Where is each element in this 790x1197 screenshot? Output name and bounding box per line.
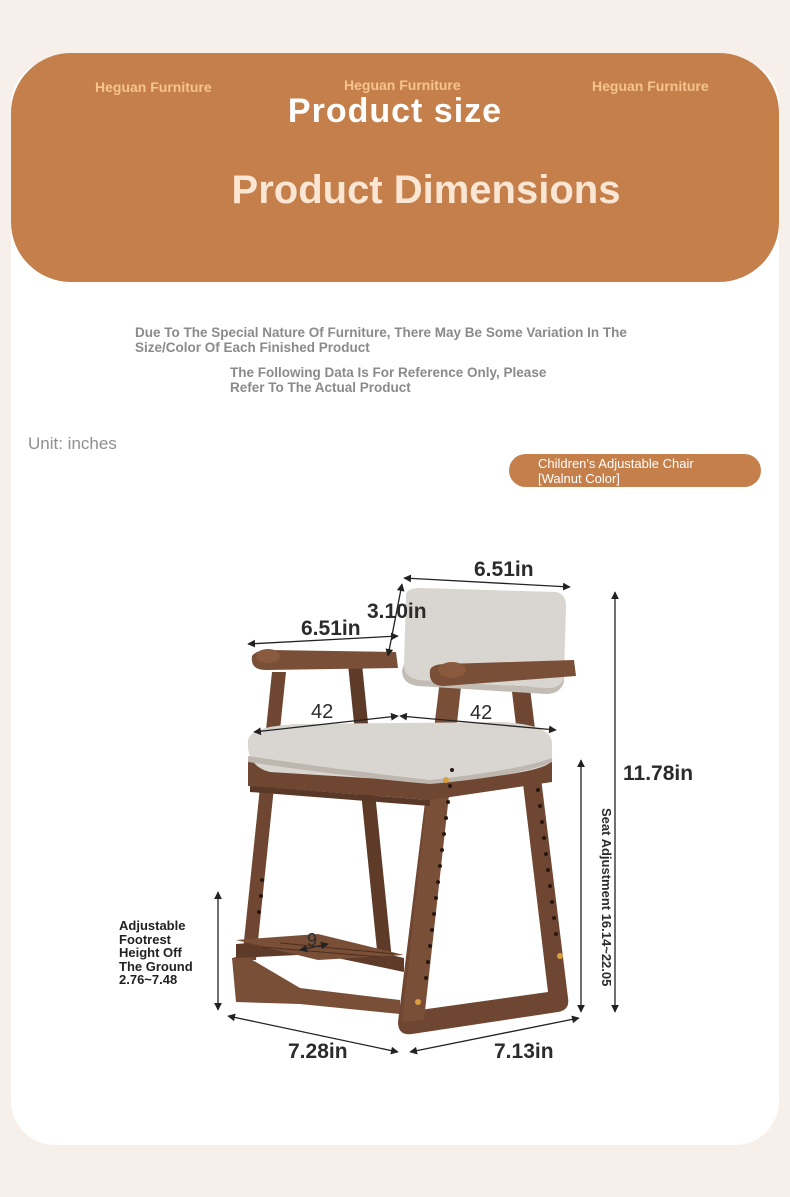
dim-base-right: 7.13in (494, 1040, 554, 1063)
footrest-note-line-2: Footrest (119, 931, 171, 947)
product-dimensions-title: Product Dimensions (231, 168, 621, 212)
dim-back-width: 6.51in (474, 558, 534, 581)
dim-total-height: 11.78in (623, 762, 694, 785)
dim-back-depth: 3.10in (367, 600, 427, 623)
product-name-line-1: Children's Adjustable Chair (538, 456, 694, 471)
note-line-3: The Following Data Is For Reference Only, Please (230, 365, 547, 380)
chair-illustration (232, 588, 576, 1034)
note-line-4: Refer To The Actual Product (230, 380, 411, 395)
dim-arm-width: 6.51in (301, 617, 361, 640)
note-line-2: Size/Color Of Each Finished Product (135, 340, 370, 355)
watermark-left: Heguan Furniture (95, 79, 212, 95)
dim-seat-left: 42 (311, 701, 334, 723)
dim-seat-right: 42 (470, 702, 493, 724)
watermark-center: Heguan Furniture (344, 77, 461, 93)
footrest-note-line-1: Adjustable (119, 918, 186, 933)
footrest-note-line-5: 2.76~7.48 (119, 972, 178, 987)
product-size-title: Product size (287, 92, 503, 130)
footrest-note-line-3: Height Off (119, 945, 182, 960)
dim-footrest-depth: 9 (307, 930, 318, 950)
dim-seat-adjustment: Seat Adjustment 16.14~22.05 (599, 808, 614, 987)
product-name-line-2: [Walnut Color] (538, 471, 620, 486)
footrest-note-line-4: The Ground (119, 958, 193, 974)
dim-base-left: 7.28in (288, 1040, 348, 1063)
watermark-right: Heguan Furniture (592, 78, 709, 94)
note-line-1: Due To The Special Nature Of Furniture, There May Be Some Variation In The (135, 325, 627, 340)
unit-label: Unit: inches (28, 434, 117, 453)
footrest-note (119, 919, 193, 987)
